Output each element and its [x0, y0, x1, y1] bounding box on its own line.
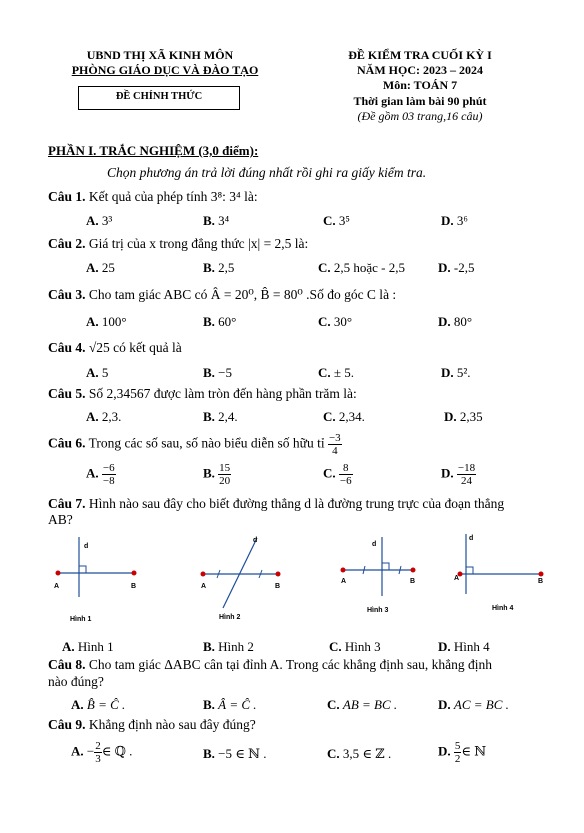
option-value: B̂ = Ĉ . [86, 697, 126, 712]
question-text: Khẳng định nào sau đây đúng? [85, 717, 256, 732]
line-d [223, 538, 257, 608]
option-value: −5 [218, 365, 233, 380]
right-angle-mark [466, 567, 473, 574]
option-letter: B. [203, 314, 215, 329]
option-value: 3,5 ∈ ℤ . [342, 746, 392, 761]
option-letter: D. [441, 213, 454, 228]
option-letter: A. [86, 409, 99, 424]
option-value: 60° [218, 314, 237, 329]
option-fraction [102, 462, 116, 487]
numerator: 2 [95, 740, 101, 752]
option-letter: B. [203, 213, 215, 228]
option-value: 2,5 hoặc - 2,5 [333, 260, 406, 275]
q5-option-d [444, 409, 483, 425]
option-value: ∈ ℚ . [101, 743, 133, 759]
figure-caption: Hình 1 [70, 616, 92, 623]
option-value: 25 [101, 260, 115, 275]
q4-option-b [203, 365, 232, 381]
option-letter: B. [203, 260, 215, 275]
right-angle-mark [382, 563, 389, 570]
option-letter: C. [323, 213, 336, 228]
option-value: Hình 1 [77, 639, 114, 654]
q3-option-a [86, 314, 127, 330]
question-5 [48, 386, 357, 402]
question-1 [48, 189, 258, 205]
option-letter: B. [203, 409, 215, 424]
option-value: 3⁴ [218, 213, 230, 228]
point-b [411, 568, 416, 573]
option-value: 3³ [101, 213, 113, 228]
option-letter: D. [438, 260, 451, 275]
option-letter: A. [86, 365, 99, 380]
option-letter: A. [86, 465, 99, 481]
question-3 [48, 287, 396, 303]
q8-option-b [203, 697, 257, 713]
figure-caption: Hình 2 [219, 614, 241, 621]
label-a: A [454, 575, 460, 582]
q1-option-b [203, 213, 229, 229]
official-label: ĐỀ CHÍNH THỨC [115, 91, 203, 102]
option-letter: C. [327, 746, 340, 761]
option-letter: D. [441, 465, 454, 481]
q9-option-a [71, 740, 132, 765]
q5-option-a [86, 409, 121, 425]
option-letter: D. [438, 314, 451, 329]
school-year: NĂM HỌC: 2023 – 2024 [357, 63, 483, 77]
label-d: d [253, 537, 258, 544]
option-value: ∈ ℕ [461, 743, 487, 759]
point-b [276, 572, 281, 577]
exam-title: ĐỀ KIỂM TRA CUỐI KỲ I [348, 48, 492, 62]
option-value: Hình 2 [218, 639, 254, 654]
option-value: 3⁶ [456, 213, 468, 228]
q6-option-d [441, 462, 476, 487]
denominator: 24 [461, 475, 472, 487]
q6-option-b [203, 462, 231, 487]
q9-option-b [203, 746, 267, 762]
numerator: 5 [454, 740, 461, 752]
figure-3 [335, 532, 435, 632]
label-a: A [341, 578, 347, 585]
label-b: B [410, 578, 416, 585]
option-value: 30° [333, 314, 353, 329]
option-value: 2,35 [459, 409, 483, 424]
label-b: B [131, 583, 137, 590]
question-label: Câu 6. [48, 435, 86, 451]
section-instruction: Chọn phương án trả lời đúng nhất rồi ghi ra giấy kiểm tra. [107, 165, 427, 180]
numerator: 8 [339, 462, 353, 475]
question-label: Câu 9. [48, 717, 86, 732]
option-letter: A. [86, 260, 99, 275]
question-6 [48, 432, 342, 457]
option-letter: B. [203, 365, 215, 380]
label-d: d [469, 535, 474, 542]
label-b: B [538, 578, 544, 585]
q6-option-c [323, 462, 353, 487]
q1-option-c [323, 213, 350, 229]
point-a [56, 571, 61, 576]
question-label: Câu 1. [48, 189, 86, 204]
option-letter: B. [203, 639, 215, 654]
question-9 [48, 717, 256, 733]
option-value: Â = Ĉ . [218, 697, 257, 712]
option-letter: A. [62, 639, 75, 654]
option-value: 2,34. [338, 409, 365, 424]
denominator: −6 [339, 475, 352, 487]
question-text: Cho tam giác ABC có Â = 20⁰, B̂ = 80⁰ .Số đo góc C là : [85, 287, 397, 302]
option-value: AB = BC . [342, 697, 398, 712]
numerator: 15 [219, 462, 231, 474]
option-value: AC = BC . [453, 697, 509, 712]
question-label: Câu 8. [48, 657, 86, 672]
figure-caption: Hình 3 [367, 607, 389, 614]
subject: Môn: TOÁN 7 [382, 78, 458, 92]
question-7 [48, 496, 504, 512]
figure-caption: Hình 4 [492, 605, 514, 612]
denominator: 20 [219, 475, 231, 487]
section-title: PHẦN I. TRẮC NGHIỆM (3,0 điểm): [48, 143, 259, 158]
option-value: ± 5. [333, 365, 355, 380]
target-fraction [328, 432, 342, 457]
option-value: Hình 4 [453, 639, 490, 654]
right-angle-mark [79, 566, 86, 573]
option-letter: B. [203, 697, 215, 712]
q8-option-d [438, 697, 509, 713]
point-a [201, 572, 206, 577]
option-letter: D. [438, 697, 451, 712]
label-a: A [201, 583, 207, 590]
option-value: 2,5 [218, 260, 235, 275]
q9-option-c [327, 746, 391, 762]
option-letter: A. [86, 213, 99, 228]
option-letter: C. [327, 697, 340, 712]
option-letter: D. [438, 639, 451, 654]
denominator: 3 [95, 753, 101, 765]
option-value: 2,3. [101, 409, 122, 424]
option-value: −5 ∈ ℕ . [218, 746, 267, 761]
option-letter: D. [441, 365, 454, 380]
numerator: −6 [102, 462, 115, 474]
label-b: B [275, 583, 281, 590]
label-d: d [372, 541, 377, 548]
option-value: 5 [101, 365, 109, 380]
denominator: 2 [454, 753, 461, 765]
option-fraction [457, 462, 476, 487]
option-value: Hình 3 [344, 639, 381, 654]
q3-option-b [203, 314, 236, 330]
numerator: −18 [457, 462, 476, 474]
q5-option-b [203, 409, 238, 425]
label-d: d [84, 543, 89, 550]
school-authority: UBND THỊ XÃ KINH MÔN [86, 48, 234, 62]
numerator: −3 [328, 432, 341, 444]
figure-1 [48, 532, 148, 632]
denominator: 4 [332, 445, 338, 457]
option-letter: A. [71, 697, 84, 712]
q4-option-a [86, 365, 108, 381]
point-a [341, 568, 346, 573]
question-text: Số 2,34567 được làm tròn đến hàng phần trăm là: [85, 386, 357, 401]
question-8-cont: nào đúng? [48, 674, 104, 689]
q7-option-c [329, 639, 381, 655]
q1-option-d [441, 213, 468, 229]
question-text: Kết quả của phép tính 3⁸: 3⁴ là: [85, 189, 258, 204]
question-text: Cho tam giác ΔABC cân tại đỉnh A. Trong các khẳng định sau, khẳng định [85, 657, 493, 672]
q2-option-b [203, 260, 234, 276]
time-limit: Thời gian làm bài 90 phút [353, 94, 487, 108]
q4-option-c [318, 365, 354, 381]
question-text: Trong các số sau, số nào biểu diễn số hữu tỉ [85, 435, 325, 451]
department-name: PHÒNG GIÁO DỤC VÀ ĐÀO TẠO [71, 63, 259, 77]
question-7-cont: AB? [48, 512, 73, 527]
figure-4 [450, 530, 550, 630]
q5-option-c [323, 409, 365, 425]
option-letter: C. [323, 409, 336, 424]
label-a: A [54, 583, 60, 590]
q3-option-d [438, 314, 472, 330]
option-fraction [339, 462, 353, 487]
q9-option-d [438, 740, 486, 765]
question-text: Hình nào sau đây cho biết đường thẳng d là đường trung trực của đoạn thẳng [85, 496, 505, 511]
option-letter: C. [323, 465, 336, 481]
option-letter: D. [438, 743, 451, 759]
page-count: (Đề gồm 03 trang,16 câu) [357, 109, 483, 123]
option-value: -2,5 [453, 260, 475, 275]
option-fraction [94, 740, 102, 765]
question-text: Giá trị của x trong đẳng thức |x| = 2,5 là: [85, 236, 309, 251]
option-letter: A. [86, 314, 99, 329]
option-letter: D. [444, 409, 457, 424]
option-letter: C. [318, 314, 331, 329]
question-text: √25 có kết quả là [85, 340, 182, 355]
question-2 [48, 236, 308, 252]
q3-option-c [318, 314, 352, 330]
question-label: Câu 2. [48, 236, 86, 251]
question-4 [48, 340, 182, 356]
q2-option-c [318, 260, 405, 276]
q8-option-c [327, 697, 397, 713]
option-fraction [218, 462, 231, 487]
question-label: Câu 5. [48, 386, 86, 401]
point-b [132, 571, 137, 576]
denominator: −8 [102, 475, 115, 487]
option-value: 3⁵ [338, 213, 350, 228]
option-letter: A. [71, 743, 84, 759]
option-letter: B. [203, 746, 215, 761]
q2-option-d [438, 260, 474, 276]
question-label: Câu 4. [48, 340, 86, 355]
q7-option-a [62, 639, 114, 655]
option-letter: C. [329, 639, 342, 654]
q7-option-b [203, 639, 254, 655]
option-value: 5². [456, 365, 471, 380]
question-8 [48, 657, 492, 673]
q7-option-d [438, 639, 490, 655]
q4-option-d [441, 365, 471, 381]
q8-option-a [71, 697, 125, 713]
question-label: Câu 3. [48, 287, 86, 302]
q6-option-a [86, 462, 116, 487]
q1-option-a [86, 213, 112, 229]
option-value: 2,4. [218, 409, 238, 424]
point-b [539, 572, 544, 577]
option-letter: C. [318, 365, 331, 380]
option-sign: − [86, 743, 95, 759]
figure-2 [195, 532, 295, 632]
q2-option-a [86, 260, 115, 276]
option-value: 100° [101, 314, 127, 329]
option-letter: C. [318, 260, 331, 275]
option-value: 80° [453, 314, 473, 329]
question-label: Câu 7. [48, 496, 86, 511]
option-letter: B. [203, 465, 215, 481]
